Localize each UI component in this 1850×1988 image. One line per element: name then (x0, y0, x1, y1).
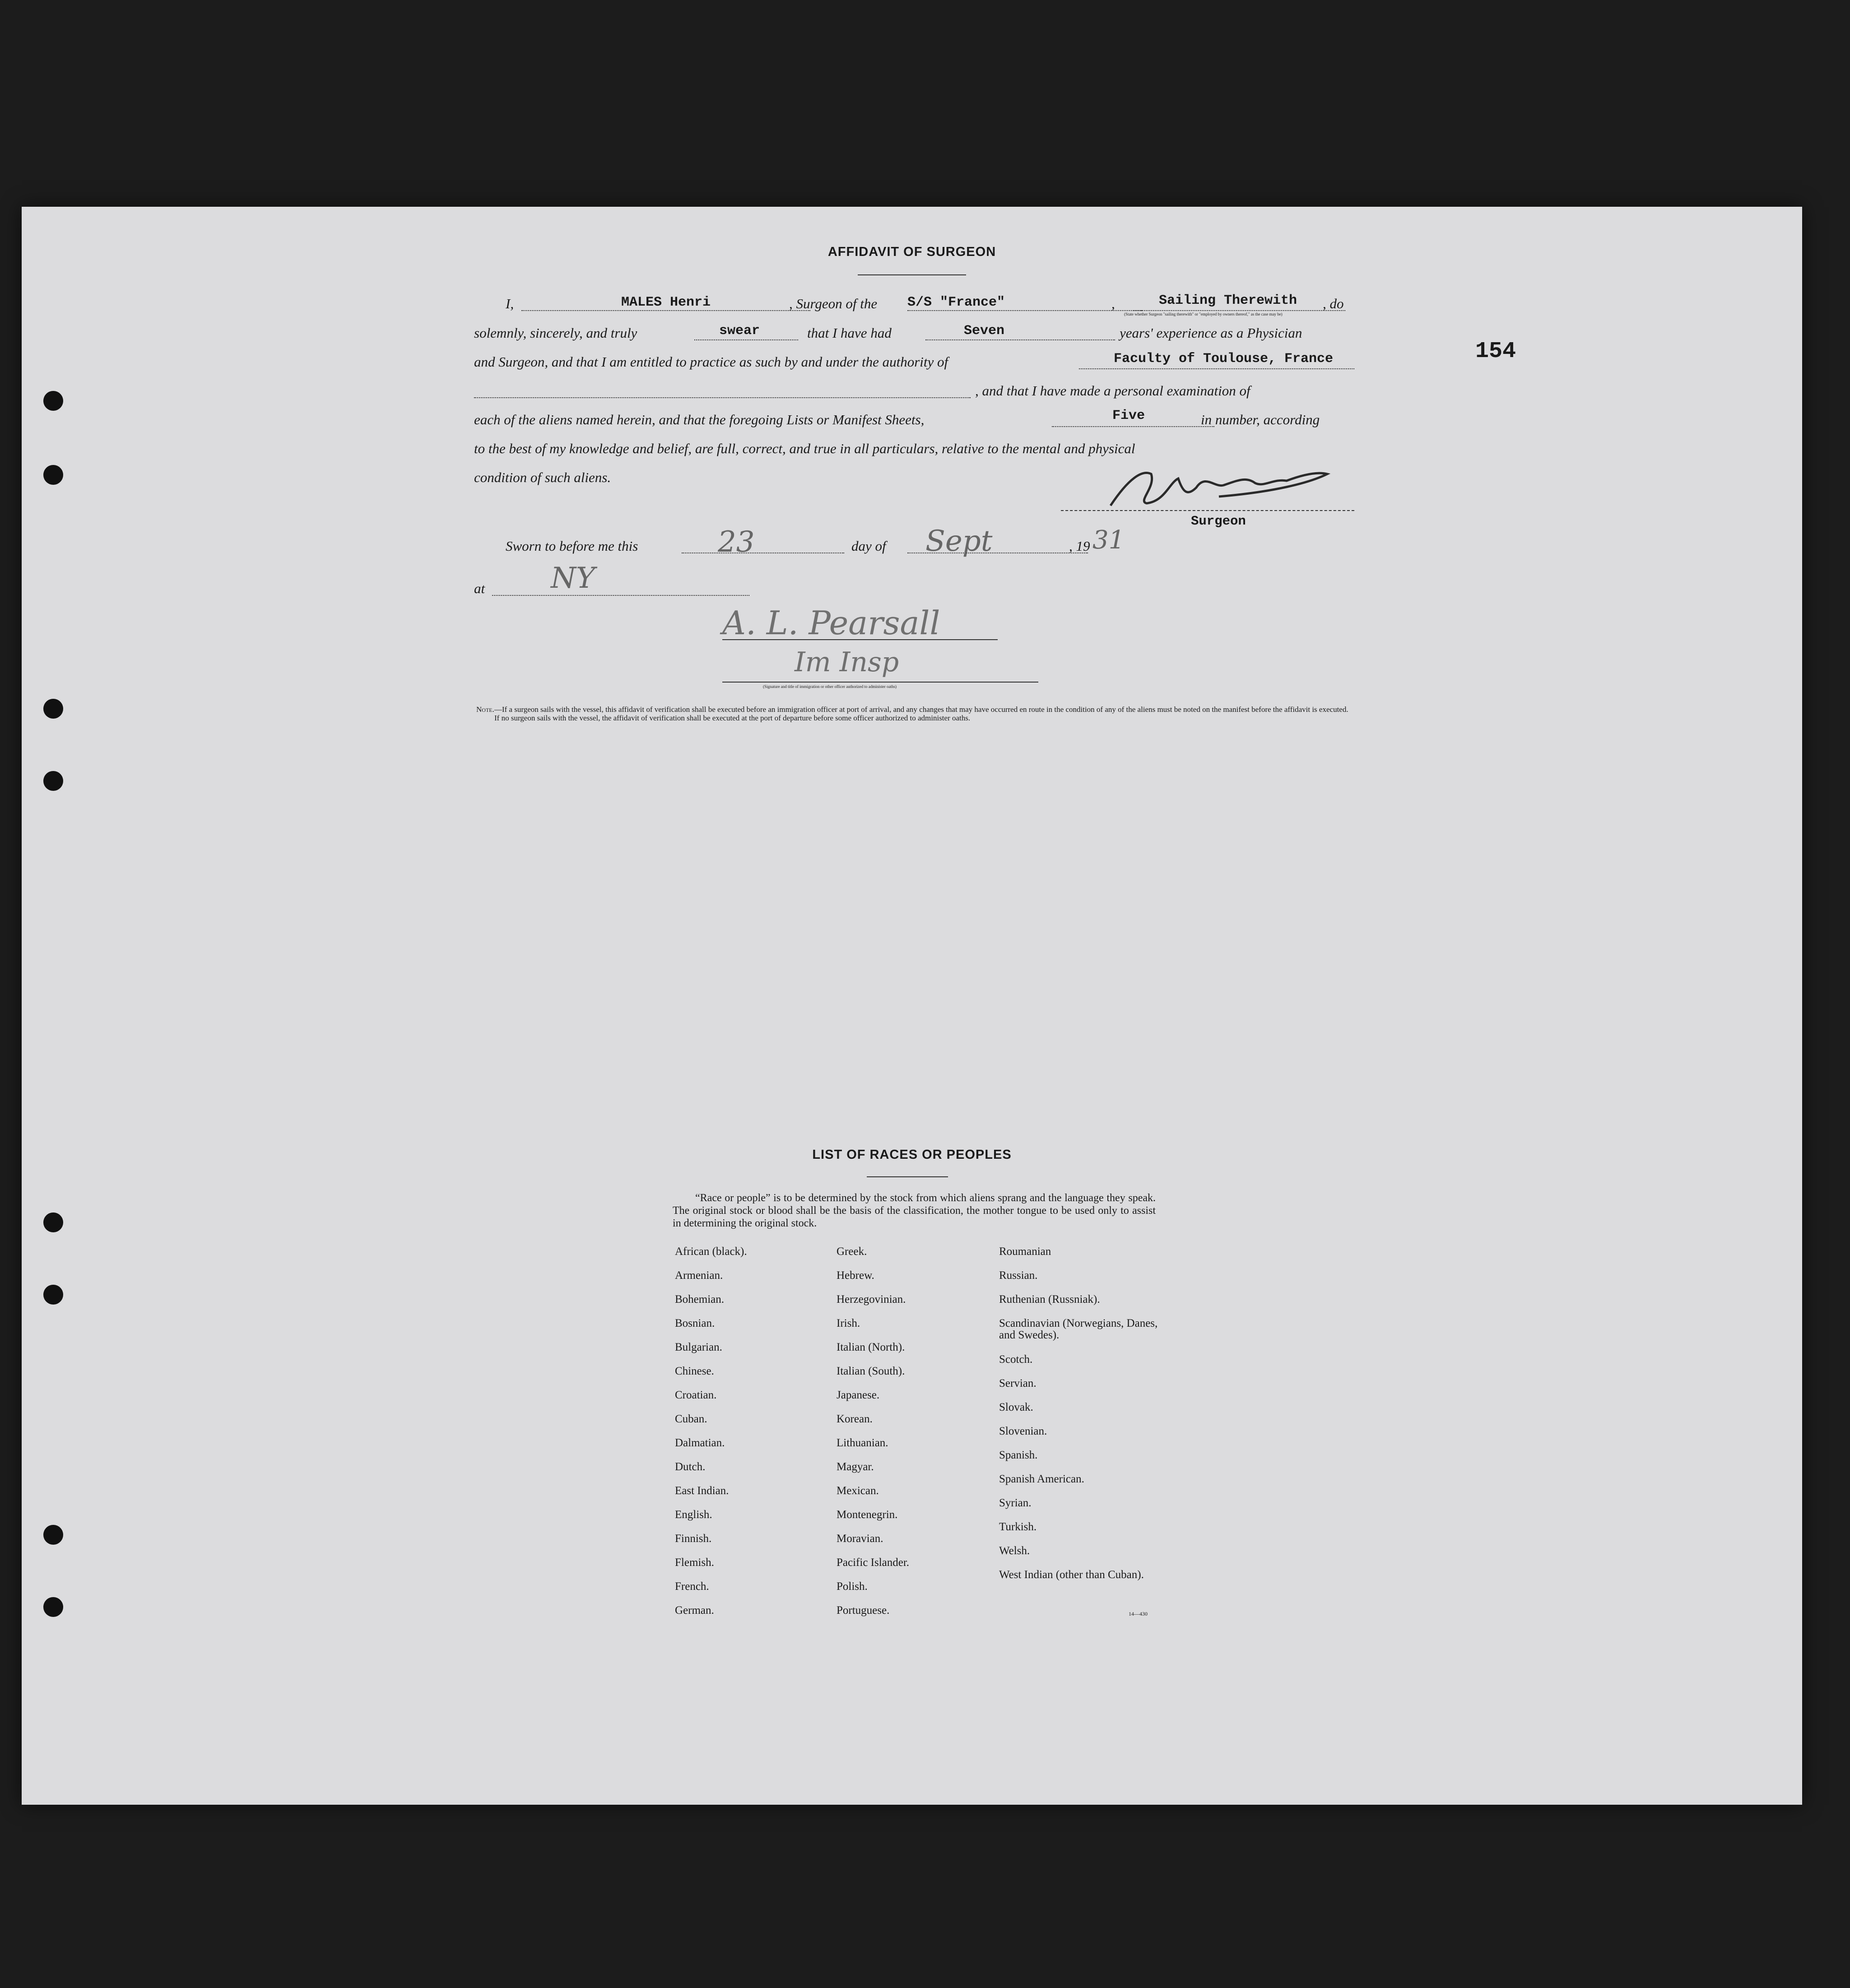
at-line: at NY (474, 581, 1354, 608)
affidavit-line-7: condition of such aliens. (474, 469, 611, 485)
races-title: LIST OF RACES OR PEOPLES (812, 1147, 1012, 1162)
race-item: Mexican. (837, 1485, 879, 1497)
form-number: 14—430 (1129, 1611, 1148, 1617)
oath-field: swear (719, 323, 760, 339)
sailing-status-field: Sailing Therewith (1158, 293, 1297, 308)
officer-caption: (Signature and title of immigration or other officer authorized to administer oaths) (763, 684, 897, 689)
races-column-2 (837, 1246, 909, 1629)
race-item: East Indian. (675, 1485, 729, 1497)
race-item: Turkish. (999, 1521, 1037, 1533)
binder-hole (43, 699, 63, 719)
race-item: Chinese. (675, 1365, 714, 1377)
race-item: Dutch. (675, 1461, 706, 1473)
races-column-1 (675, 1246, 747, 1629)
race-item: French. (675, 1580, 709, 1593)
race-item: Finnish. (675, 1533, 712, 1545)
affidavit-line-6: to the best of my knowledge and belief, are full, correct, and true in all particulars, relative to the mental and physical (474, 441, 1135, 456)
race-item: Cuban. (675, 1413, 707, 1425)
years-field: Seven (963, 323, 1004, 339)
race-item: Greek. (837, 1245, 867, 1258)
authority-field: Faculty of Toulouse, France (1113, 351, 1334, 367)
page-number: 154 (1475, 339, 1516, 364)
race-item: Spanish American. (999, 1473, 1084, 1485)
binder-hole (43, 771, 63, 791)
race-item: Roumanian (999, 1245, 1051, 1258)
race-item: Flemish. (675, 1556, 714, 1569)
title-rule (858, 274, 966, 275)
binder-hole (43, 391, 63, 411)
race-item: Moravian. (837, 1533, 883, 1545)
binder-hole (43, 1597, 63, 1617)
race-item: African (black). (675, 1245, 747, 1258)
race-item: Korean. (837, 1413, 873, 1425)
race-item: Irish. (837, 1317, 860, 1329)
race-item: Japanese. (837, 1389, 880, 1401)
race-item: Syrian. (999, 1497, 1032, 1509)
affidavit-line-4: , and that I have made a personal examination of (474, 383, 1354, 410)
officer-signature: A. L. Pearsall (722, 604, 940, 642)
race-item: Magyar. (837, 1461, 874, 1473)
race-item: Herzegovinian. (837, 1293, 906, 1305)
affidavit-line-1: I, MALES Henri , Surgeon of the S/S "France" , Sailing Therewith , do (State whether Surgeon "sailing therewith" or "employed by owners thereof," as the case may be) (474, 296, 1354, 323)
affidavit-line-2: solemnly, sincerely, and truly swear that I have had Seven years' experience as a Physician (474, 323, 1302, 341)
binder-hole (43, 1212, 63, 1232)
sworn-year: 31 (1092, 525, 1125, 555)
ship-name-field: S/S "France" (907, 295, 1005, 310)
race-item: Slovak. (999, 1401, 1033, 1413)
at-place: NY (551, 562, 595, 595)
race-item: Servian. (999, 1377, 1037, 1389)
sheets-count-field: Five (1112, 408, 1145, 423)
affidavit-title: AFFIDAVIT OF SURGEON (827, 245, 996, 259)
race-item: Bulgarian. (675, 1341, 722, 1353)
race-item: Welsh. (999, 1545, 1030, 1557)
race-item: Italian (South). (837, 1365, 905, 1377)
race-item: Armenian. (675, 1269, 723, 1282)
sworn-month: Sept (925, 525, 993, 558)
affidavit-line-3: and Surgeon, and that I am entitled to practice as such by and under the authority of Faculty of Toulouse, France (474, 354, 1354, 381)
race-item: Bohemian. (675, 1293, 725, 1305)
race-item: Dalmatian. (675, 1437, 725, 1449)
race-item: Slovenian. (999, 1425, 1047, 1437)
surgeon-label: Surgeon (1191, 514, 1246, 529)
race-item: Italian (North). (837, 1341, 905, 1353)
race-item: Ruthenian (Russniak). (999, 1293, 1100, 1305)
affidavit-line-5: each of the aliens named herein, and that the foregoing Lists or Manifest Sheets, Five in number, according (474, 408, 1320, 427)
race-item: German. (675, 1604, 714, 1616)
races-title-rule (867, 1176, 948, 1177)
binder-hole (43, 1525, 63, 1545)
race-item: Russian. (999, 1269, 1038, 1282)
race-item: Lithuanian. (837, 1437, 888, 1449)
race-item: Hebrew. (837, 1269, 874, 1282)
race-item: West Indian (other than Cuban). (999, 1569, 1144, 1581)
race-item: Scandinavian (Norwegians, Danes, and Swedes). (999, 1317, 1158, 1341)
race-item: English. (675, 1509, 712, 1521)
affidavit-note: Note.—If a surgeon sails with the vessel, this affidavit of verification shall be executed before an immigration officer at port of arrival, and any changes that may have occurred en route in the condition of any of the aliens must be noted on the manifest before the affidavit is executed. If no surgeon sails with the vessel, the affidavit of verification shall be executed at the port of departure before some officer authorized to administer oaths. (476, 705, 1348, 722)
race-item: Croatian. (675, 1389, 717, 1401)
binder-hole (43, 465, 63, 485)
race-item: Pacific Islander. (837, 1556, 910, 1569)
officer-title: Im Insp (795, 646, 899, 678)
races-intro: “Race or people” is to be determined by the stock from which aliens sprang and the language they speak. The original stock or blood shall be the basis of the classification, the mother tongue to be used only to assist in determining the original stock. (673, 1192, 1156, 1229)
race-item: Scotch. (999, 1353, 1033, 1366)
status-note: (State whether Surgeon "sailing therewith" or "employed by owners thereof," as the case may be) (1124, 312, 1283, 316)
race-item: Spanish. (999, 1449, 1038, 1461)
sworn-day: 23 (718, 525, 755, 559)
race-item: Portuguese. (837, 1604, 890, 1616)
race-item: Bosnian. (675, 1317, 715, 1329)
surgeon-name-field: MALES Henri (621, 295, 711, 310)
surgeon-signature (1102, 460, 1336, 515)
race-item: Polish. (837, 1580, 868, 1593)
binder-hole (43, 1285, 63, 1305)
race-item: Montenegrin. (837, 1509, 898, 1521)
races-column-3 (999, 1246, 1162, 1605)
sworn-line: Sworn to before me this 23 day of Sept , 19 31 (506, 525, 1125, 559)
